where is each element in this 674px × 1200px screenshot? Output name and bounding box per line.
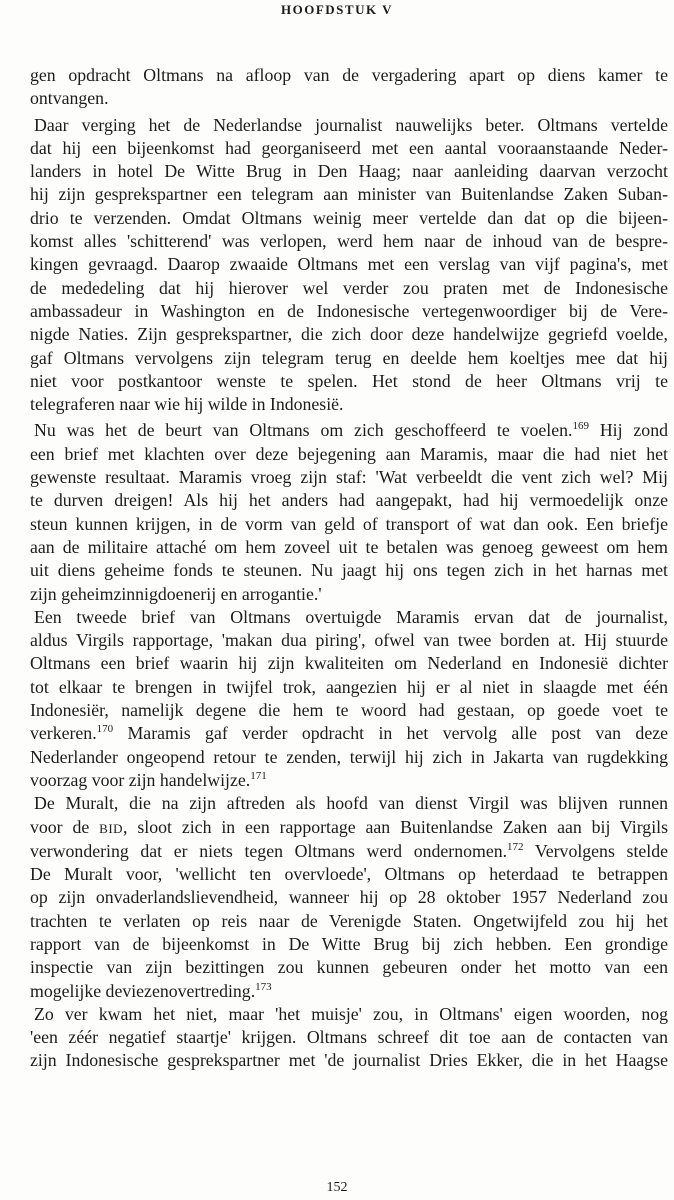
page-number: 152 (326, 1180, 348, 1195)
text-line: ontvangen. (30, 88, 109, 109)
text-line: drio te verzenden. Omdat Oltmans weinig meer vertelde dan dat op die bijeen- (30, 207, 668, 228)
text-fragment: Hij zond (588, 420, 668, 441)
text-line: kingen gevraagd. Daarop zwaaide Oltmans met een verslag van vijf pagina's, met (30, 254, 668, 275)
text-fragment: voorzag voor zijn handelwijze. (30, 769, 251, 790)
text-line: rapport van de bijeenkomst in De Witte Brug bij zich hebben. Een grondige (30, 933, 668, 954)
text-line (30, 816, 668, 840)
text-line: gen opdracht Oltmans na afloop van de vergadering apart op diens kamer te (30, 65, 668, 85)
text-line: de mededeling dat hij hierover wel verder zou praten met de Indonesische (30, 277, 668, 298)
text-line: te durven dreigen! Als hij het anders had aangepakt, had hij vermoedelijk onze (30, 490, 668, 511)
text-line: Daar verging het de Nederlandse journalist nauwelijks beter. Oltmans vertelde (34, 114, 668, 135)
acronym-bid: BID (99, 820, 124, 836)
text-line: gewenste resultaat. Maramis vroeg zijn staf: 'Wat verbeeldt die vent zich wel? Mij (30, 467, 668, 488)
text-line: De Muralt, die na zijn aftreden als hoofd van dienst Virgil was blijven runnen (34, 793, 668, 814)
text-fragment: Vervolgens stelde (523, 840, 668, 861)
text-line: Oltmans een brief waarin hij zijn kwaliteiten om Nederland en Indonesië dichter (30, 653, 668, 674)
text-line: ambassadeur in Washington en de Indonesische vertegenwoordiger bij de Vere- (30, 300, 668, 321)
text-line (30, 419, 668, 442)
text-line: aan de militaire attaché om hem zoveel uit te betalen was genoeg geweest om hem (30, 536, 668, 557)
text-line: zijn Indonesische gesprekspartner met 'de journalist Dries Ekker, die in het Haagse (30, 1050, 668, 1071)
text-line: komst alles 'schitterend' was verlopen, werd hem naar de inhoud van de bespre- (30, 231, 668, 252)
text-fragment: verwondering dat er niets tegen Oltmans werd ondernomen. (30, 840, 508, 861)
text-line (30, 980, 668, 1003)
text-line: aldus Virgils rapportage, 'makan dua piring', ofwel van twee borden at. Hij stuurde (30, 630, 668, 651)
running-head: HOOFDSTUK V (281, 2, 393, 17)
text-fragment: , sloot zich in een rapportage aan Buitenlandse Zaken aan bij Virgils (123, 816, 668, 837)
text-line: niet voor postkantoor wenste te spelen. Het stond de heer Oltmans vrij te (30, 370, 668, 391)
footnote-ref-170[interactable]: 170 (96, 723, 114, 736)
text-line: hij zijn gesprekspartner een telegram aan minister van Buitenlandse Zaken Suban- (30, 184, 668, 205)
footnote-ref-169[interactable]: 169 (572, 420, 589, 433)
text-line: inspectie van zijn bezittingen zou kunnen gebeuren onder het motto van een (30, 957, 668, 978)
text-line: tot elkaar te brengen in twijfel trok, aangezien hij er al niet in slaagde met één (30, 676, 668, 697)
text-line: landers in hotel De Witte Brug in Den Haag; naar aanleiding daarvan verzocht (30, 161, 668, 182)
text-line: op zijn onvaderlandslievendheid, wanneer hij op 28 oktober 1957 Nederland zou (30, 887, 668, 908)
text-line (30, 769, 668, 792)
text-line: Zo ver kwam het niet, maar 'het muisje' zou, in Oltmans' eigen woorden, nog (34, 1003, 668, 1024)
text-fragment: voor de (30, 816, 100, 837)
text-line: nigde Naties. Zijn gesprekspartner, die zich door deze handelwijze gegriefd voelde, (30, 324, 668, 345)
footnote-ref-172[interactable]: 172 (507, 840, 524, 853)
text-line: gaf Oltmans vervolgens zijn telegram terug en deelde hem koeltjes mee dat hij (30, 347, 668, 368)
text-line: Een tweede brief van Oltmans overtuigde Maramis ervan dat de journalist, (34, 606, 668, 627)
text-line: Indonesiër, namelijk degene die hem te woord had gestaan, op goede voet te (30, 700, 668, 721)
footnote-ref-173[interactable]: 173 (255, 980, 272, 993)
text-line: uit diens geheime fonds te steunen. Nu jaagt hij ons tegen zich in het harnas met (30, 560, 668, 581)
text-line: De Muralt voor, 'wellicht ten overvloede', Oltmans op heterdaad te betrappen (30, 864, 668, 885)
text-line (30, 840, 668, 863)
text-line: telegraferen naar wie hij wilde in Indonesië. (30, 394, 344, 415)
text-line: steun kunnen krijgen, in de vorm van geld of transport of wat dan ook. Een briefje (30, 513, 668, 534)
text-fragment: Nu was het de beurt van Oltmans om zich geschoffeerd te voelen. (34, 420, 573, 441)
text-fragment: verkeren. (30, 723, 97, 744)
text-line: trachten te verlaten op reis naar de Verenigde Staten. Ongetwijfeld zou hij het (30, 910, 668, 931)
text-fragment: Maramis gaf verder opdracht in het vervolg alle post van deze (113, 723, 668, 744)
text-line (30, 722, 668, 745)
text-fragment: mogelijke deviezenovertreding. (30, 980, 256, 1001)
text-line: Nederlander ongeopend retour te zenden, terwijl hij zich in Jakarta van rugdekking (30, 746, 668, 767)
text-line: zijn geheimzinnigdoenerij en arrogantie.' (30, 583, 322, 604)
footnote-ref-171[interactable]: 171 (250, 769, 267, 782)
text-line: dat hij een bijeenkomst had georganiseerd met een aantal vooraanstaande Neder- (30, 137, 668, 158)
body-text (30, 64, 668, 1073)
text-line: een brief met klachten over deze bejegening aan Maramis, maar die had niet het (30, 443, 668, 464)
text-line: 'een zéér negatief staartje' krijgen. Oltmans schreef dit toe aan de contacten van (30, 1027, 668, 1048)
